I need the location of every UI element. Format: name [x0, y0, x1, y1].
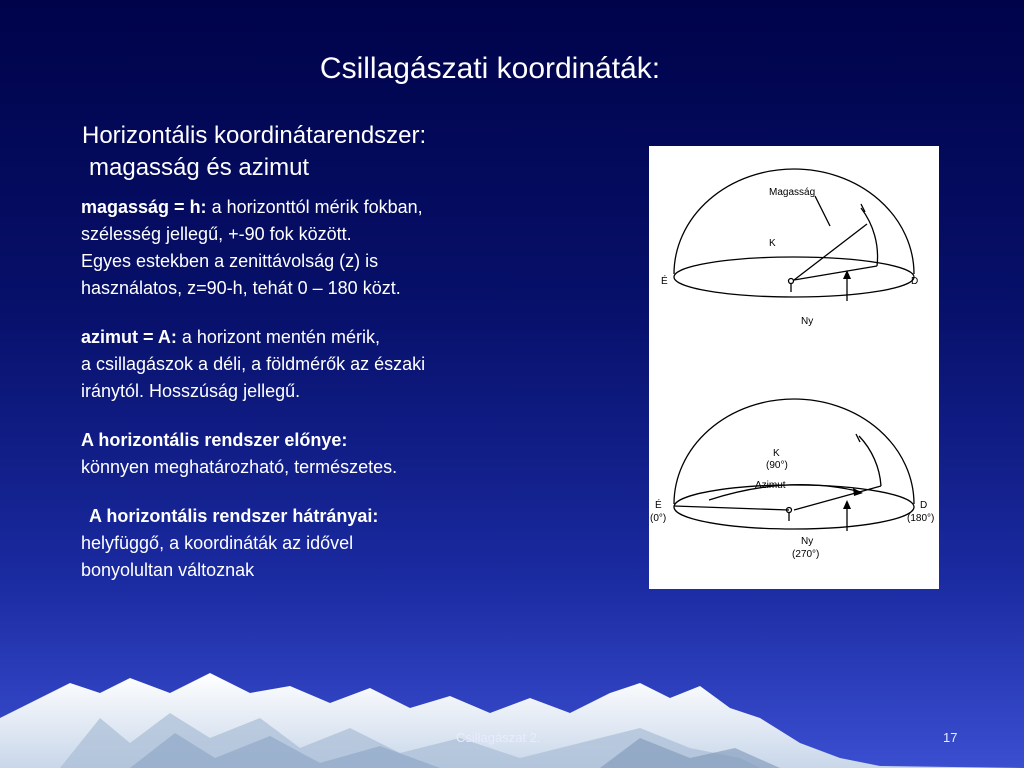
label-ny-deg: (270°): [792, 549, 820, 560]
disadvantage-line-2: bonyolultan változnak: [81, 560, 255, 580]
label-ny-bottom: Ny: [801, 536, 814, 547]
top-ground-projection: [794, 266, 877, 280]
disadvantage-line-1: helyfüggő, a koordináták az idővel: [81, 533, 354, 553]
bottom-altitude-arc: [859, 436, 881, 486]
bottom-north-line: [674, 506, 789, 510]
advantage-heading: [81, 427, 551, 454]
label-k-top: K: [769, 238, 776, 249]
slide-subtitle: [82, 120, 426, 184]
advantage-term: A horizontális rendszer előnye:: [81, 430, 348, 450]
label-altitude: Magasság: [769, 187, 816, 198]
altitude-line-3: Egyes estekben a zenittávolság (z) is: [81, 251, 379, 271]
azimuth-term: azimut = A:: [81, 327, 177, 347]
label-e-bottom: É: [655, 500, 662, 511]
azimuth-line-1: [81, 324, 551, 351]
altitude-line-4: használatos, z=90-h, tehát 0 – 180 közt.: [81, 278, 401, 298]
advantage-text: könnyen meghatározható, természetes.: [81, 457, 398, 477]
label-e-deg: (0°): [650, 513, 667, 524]
bottom-star-mark: [856, 434, 860, 442]
slide-body: [81, 194, 551, 584]
top-altitude-arc: [861, 208, 878, 266]
footer-page-number: 17: [943, 730, 958, 745]
bottom-dome-arc: [674, 399, 914, 504]
horizontal-coordinates-figure: [649, 146, 939, 589]
label-k-deg: (90°): [766, 460, 788, 471]
bottom-star-projection: [794, 486, 881, 510]
subtitle-line-2: magasság és azimut: [89, 154, 310, 181]
figure-svg: [649, 146, 939, 589]
subtitle-line-1: Horizontális koordinátarendszer:: [82, 122, 427, 149]
top-altitude-pointer: [815, 196, 830, 226]
bottom-dome-diagram: [674, 399, 914, 531]
disadvantage-term: A horizontális rendszer hátrányai:: [89, 506, 379, 526]
top-horizon-ellipse: [674, 257, 914, 297]
top-observer-head: [789, 279, 794, 284]
mountain-decoration: [0, 658, 1024, 768]
label-ny-top: Ny: [801, 316, 814, 327]
altitude-def: a horizonttól mérik fokban,: [206, 197, 423, 217]
disadvantage-heading: [81, 503, 551, 530]
label-d-deg: (180°): [907, 513, 935, 524]
label-k-bottom: K: [773, 448, 780, 459]
altitude-term: magasság = h:: [81, 197, 207, 217]
altitude-line-1: [81, 194, 551, 221]
azimuth-line-2: a csillagászok a déli, a földmérők az északi: [81, 354, 426, 374]
azimuth-line-3: iránytól. Hosszúság jellegű.: [81, 381, 301, 401]
top-star-direction: [794, 224, 867, 280]
label-e-top: É: [661, 276, 668, 287]
altitude-line-2: szélesség jellegű, +-90 fok között.: [81, 224, 352, 244]
slide-title: Csillagászati koordináták:: [319, 52, 661, 85]
label-azimut: Azimut: [755, 480, 786, 491]
label-d-bottom: D: [920, 500, 928, 511]
label-d-top: D: [911, 276, 919, 287]
footer-course-title: Csillagászat 2.: [456, 730, 541, 745]
azimuth-def: a horizont mentén mérik,: [176, 327, 380, 347]
bottom-arrow-head: [843, 500, 851, 509]
